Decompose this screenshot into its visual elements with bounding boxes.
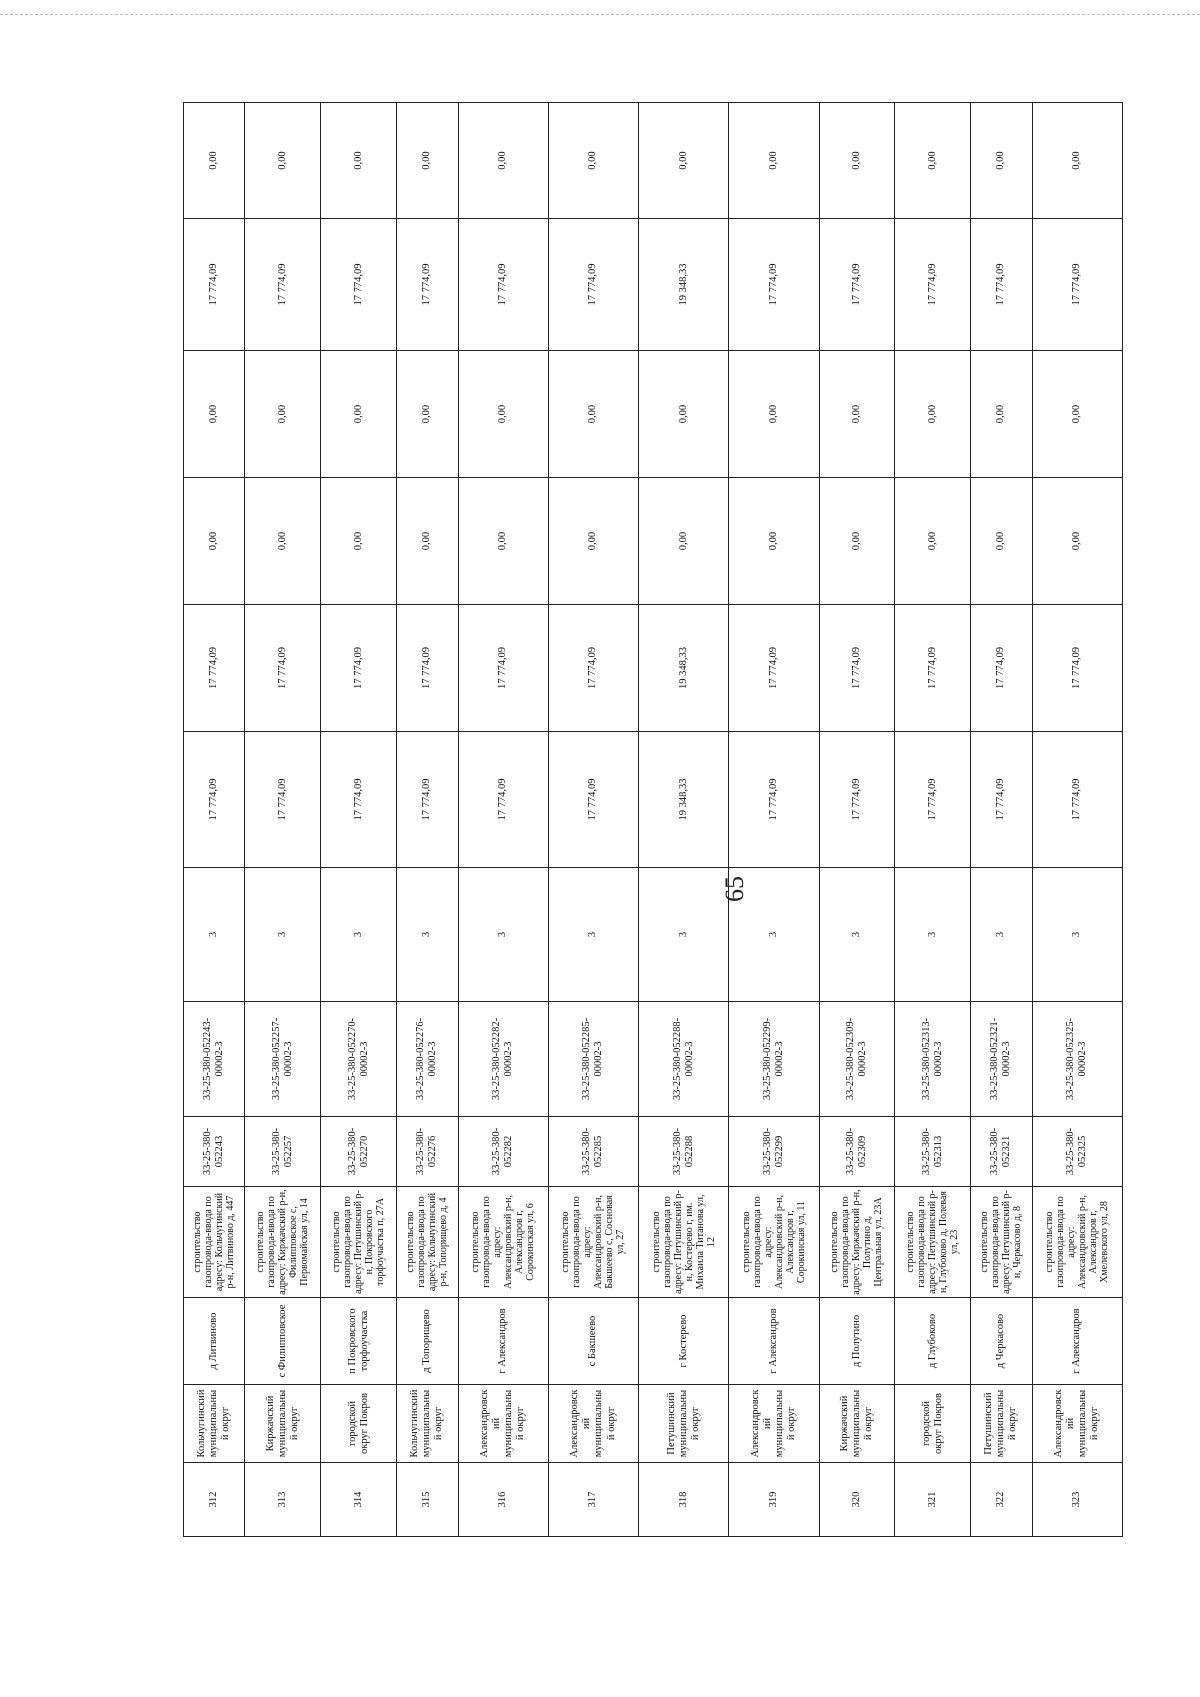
row-number-cell: 323 (1032, 1463, 1122, 1537)
value-4-cell: 0,00 (458, 351, 548, 478)
code-short-cell: 33-25-380-052288 (639, 1117, 729, 1187)
category-cell: 3 (729, 868, 819, 1002)
row-number-cell: 318 (639, 1463, 729, 1537)
register-table-rotated (183, 103, 1123, 1537)
description-cell: строительство газопровода-ввода по адресу: Петушинский р-н, Покровского торфоучастка п, 27А (321, 1187, 397, 1298)
code-full-cell: 33-25-380-052321-00002-3 (971, 1002, 1032, 1117)
value-5-cell: 17 774,09 (548, 219, 638, 351)
value-6-cell: 0,00 (397, 103, 458, 219)
table-row (1032, 103, 1122, 1537)
value-3-cell: 0,00 (639, 478, 729, 605)
value-2-cell: 17 774,09 (819, 605, 895, 732)
code-full-cell: 33-25-380-052270-00002-3 (321, 1002, 397, 1117)
category-cell: 3 (548, 868, 638, 1002)
table-row (895, 103, 971, 1537)
value-5-cell: 17 774,09 (184, 219, 245, 351)
value-2-cell: 17 774,09 (397, 605, 458, 732)
code-short-cell: 33-25-380-052282 (458, 1117, 548, 1187)
district-cell: Александровский муниципальный округ (729, 1385, 819, 1463)
district-cell: Петушинский муниципальный округ (639, 1385, 729, 1463)
value-3-cell: 0,00 (321, 478, 397, 605)
code-full-cell: 33-25-380-052282-00002-3 (458, 1002, 548, 1117)
value-3-cell: 0,00 (245, 478, 321, 605)
locality-cell: с Бакшеево (548, 1298, 638, 1385)
locality-cell: д Полутино (819, 1298, 895, 1385)
district-cell: Киржачский муниципальный округ (245, 1385, 321, 1463)
table-row (458, 103, 548, 1537)
category-cell: 3 (458, 868, 548, 1002)
value-1-cell: 17 774,09 (397, 732, 458, 868)
value-6-cell: 0,00 (245, 103, 321, 219)
value-5-cell: 17 774,09 (458, 219, 548, 351)
value-4-cell: 0,00 (729, 351, 819, 478)
code-short-cell: 33-25-380-052270 (321, 1117, 397, 1187)
code-short-cell: 33-25-380-052285 (548, 1117, 638, 1187)
table-row (639, 103, 729, 1537)
description-cell: строительство газопровода-ввода по адресу: Петушинский р-н, Глубоково д, Полевая ул, 23 (895, 1187, 971, 1298)
district-cell: Александровский муниципальный округ (458, 1385, 548, 1463)
district-cell: Александровский муниципальный округ (548, 1385, 638, 1463)
value-4-cell: 0,00 (245, 351, 321, 478)
category-cell: 3 (639, 868, 729, 1002)
description-cell: строительство газопровода-ввода по адресу: Александровский р-н, Александров г, Сорокинская ул, 11 (729, 1187, 819, 1298)
register-table (183, 102, 1123, 1537)
row-number-cell: 314 (321, 1463, 397, 1537)
table-row (397, 103, 458, 1537)
row-number-cell: 322 (971, 1463, 1032, 1537)
value-2-cell: 17 774,09 (729, 605, 819, 732)
code-short-cell: 33-25-380-052243 (184, 1117, 245, 1187)
description-cell: строительство газопровода-ввода по адресу: Александровский р-н, Александров г, Сорокинская ул, 6 (458, 1187, 548, 1298)
value-6-cell: 0,00 (321, 103, 397, 219)
table-row (548, 103, 638, 1537)
row-number-cell: 313 (245, 1463, 321, 1537)
code-full-cell: 33-25-380-052299-00002-3 (729, 1002, 819, 1117)
row-number-cell: 312 (184, 1463, 245, 1537)
register-table-body (184, 103, 1123, 1537)
category-cell: 3 (895, 868, 971, 1002)
value-1-cell: 17 774,09 (184, 732, 245, 868)
description-cell: строительство газопровода-ввода по адресу: Петушинский р-н, Черкасово д, 8 (971, 1187, 1032, 1298)
value-2-cell: 17 774,09 (184, 605, 245, 732)
description-cell: строительство газопровода-ввода по адресу: Александровский р-н, Александров г, Хмелевского ул, 28 (1032, 1187, 1122, 1298)
value-3-cell: 0,00 (971, 478, 1032, 605)
row-number-cell: 320 (819, 1463, 895, 1537)
code-short-cell: 33-25-380-052309 (819, 1117, 895, 1187)
category-cell: 3 (184, 868, 245, 1002)
value-5-cell: 17 774,09 (397, 219, 458, 351)
category-cell: 3 (971, 868, 1032, 1002)
value-2-cell: 17 774,09 (321, 605, 397, 732)
code-full-cell: 33-25-380-052285-00002-3 (548, 1002, 638, 1117)
locality-cell: с Филипповское (245, 1298, 321, 1385)
page-number: 65 (720, 876, 749, 902)
description-cell: строительство газопровода-ввода по адресу: Александровский р-н, Бакшеево с, Сосновая ул, 27 (548, 1187, 638, 1298)
row-number-cell: 317 (548, 1463, 638, 1537)
value-6-cell: 0,00 (548, 103, 638, 219)
value-6-cell: 0,00 (729, 103, 819, 219)
value-6-cell: 0,00 (639, 103, 729, 219)
code-full-cell: 33-25-380-052309-00002-3 (819, 1002, 895, 1117)
value-2-cell: 17 774,09 (971, 605, 1032, 732)
value-4-cell: 0,00 (971, 351, 1032, 478)
code-short-cell: 33-25-380-052325 (1032, 1117, 1122, 1187)
description-cell: строительство газопровода-ввода по адресу: Кольчугинский р-н, Топорищево д, 4 (397, 1187, 458, 1298)
value-4-cell: 0,00 (639, 351, 729, 478)
code-full-cell: 33-25-380-052276-00002-3 (397, 1002, 458, 1117)
value-6-cell: 0,00 (184, 103, 245, 219)
value-2-cell: 17 774,09 (458, 605, 548, 732)
category-cell: 3 (397, 868, 458, 1002)
category-cell: 3 (245, 868, 321, 1002)
value-1-cell: 17 774,09 (895, 732, 971, 868)
row-number-cell: 315 (397, 1463, 458, 1537)
code-full-cell: 33-25-380-052288-00002-3 (639, 1002, 729, 1117)
value-4-cell: 0,00 (184, 351, 245, 478)
value-2-cell: 17 774,09 (245, 605, 321, 732)
value-5-cell: 17 774,09 (729, 219, 819, 351)
value-6-cell: 0,00 (895, 103, 971, 219)
value-2-cell: 19 348,33 (639, 605, 729, 732)
value-2-cell: 17 774,09 (548, 605, 638, 732)
locality-cell: д Черкасово (971, 1298, 1032, 1385)
district-cell: Петушинский муниципальный округ (971, 1385, 1032, 1463)
code-short-cell: 33-25-380-052257 (245, 1117, 321, 1187)
value-3-cell: 0,00 (895, 478, 971, 605)
table-row (729, 103, 819, 1537)
value-6-cell: 0,00 (458, 103, 548, 219)
locality-cell: г Александров (1032, 1298, 1122, 1385)
value-2-cell: 17 774,09 (1032, 605, 1122, 732)
value-5-cell: 17 774,09 (971, 219, 1032, 351)
code-short-cell: 33-25-380-052321 (971, 1117, 1032, 1187)
value-5-cell: 17 774,09 (895, 219, 971, 351)
locality-cell: г Костерево (639, 1298, 729, 1385)
value-4-cell: 0,00 (1032, 351, 1122, 478)
value-1-cell: 17 774,09 (245, 732, 321, 868)
table-row (321, 103, 397, 1537)
district-cell: Кольчугинский муниципальный округ (397, 1385, 458, 1463)
description-cell: строительство газопровода-ввода по адресу: Киржачский р-н, Филипповское с, Первомайская ул, 14 (245, 1187, 321, 1298)
row-number-cell: 319 (729, 1463, 819, 1537)
locality-cell: д Литвиново (184, 1298, 245, 1385)
table-row (819, 103, 895, 1537)
value-1-cell: 17 774,09 (971, 732, 1032, 868)
category-cell: 3 (1032, 868, 1122, 1002)
description-cell: строительство газопровода-ввода по адресу: Петушинский р-н, Костерево г, им. Михаила Титанова ул, 12 (639, 1187, 729, 1298)
category-cell: 3 (321, 868, 397, 1002)
value-3-cell: 0,00 (548, 478, 638, 605)
table-row (971, 103, 1032, 1537)
district-cell: Киржачский муниципальный округ (819, 1385, 895, 1463)
value-1-cell: 17 774,09 (729, 732, 819, 868)
scan-edge-line (0, 14, 1200, 15)
value-3-cell: 0,00 (397, 478, 458, 605)
district-cell: Александровский муниципальный округ (1032, 1385, 1122, 1463)
code-short-cell: 33-25-380-052313 (895, 1117, 971, 1187)
category-cell: 3 (819, 868, 895, 1002)
value-1-cell: 17 774,09 (458, 732, 548, 868)
code-short-cell: 33-25-380-052299 (729, 1117, 819, 1187)
code-full-cell: 33-25-380-052257-00002-3 (245, 1002, 321, 1117)
code-full-cell: 33-25-380-052243-00002-3 (184, 1002, 245, 1117)
row-number-cell: 316 (458, 1463, 548, 1537)
description-cell: строительство газопровода-ввода по адресу: Киржачский р-н, Полутино д, Центральная ул, 23А (819, 1187, 895, 1298)
value-4-cell: 0,00 (397, 351, 458, 478)
description-cell: строительство газопровода-ввода по адресу: Кольчугинский р-н, Литвиново д, 447 (184, 1187, 245, 1298)
row-number-cell: 321 (895, 1463, 971, 1537)
value-6-cell: 0,00 (1032, 103, 1122, 219)
value-5-cell: 17 774,09 (321, 219, 397, 351)
locality-cell: д Глубоково (895, 1298, 971, 1385)
value-5-cell: 19 348,33 (639, 219, 729, 351)
value-4-cell: 0,00 (895, 351, 971, 478)
locality-cell: п Покровского торфоучастка (321, 1298, 397, 1385)
value-1-cell: 17 774,09 (321, 732, 397, 868)
value-5-cell: 17 774,09 (819, 219, 895, 351)
value-3-cell: 0,00 (819, 478, 895, 605)
value-4-cell: 0,00 (819, 351, 895, 478)
district-cell: Кольчугинский муниципальный округ (184, 1385, 245, 1463)
value-3-cell: 0,00 (1032, 478, 1122, 605)
table-row (184, 103, 245, 1537)
value-1-cell: 17 774,09 (819, 732, 895, 868)
value-1-cell: 17 774,09 (1032, 732, 1122, 868)
value-6-cell: 0,00 (971, 103, 1032, 219)
value-5-cell: 17 774,09 (1032, 219, 1122, 351)
table-row (245, 103, 321, 1537)
value-5-cell: 17 774,09 (245, 219, 321, 351)
district-cell: городской округ Покров (895, 1385, 971, 1463)
value-2-cell: 17 774,09 (895, 605, 971, 732)
district-cell: городской округ Покров (321, 1385, 397, 1463)
value-3-cell: 0,00 (729, 478, 819, 605)
locality-cell: г Александров (458, 1298, 548, 1385)
code-short-cell: 33-25-380-052276 (397, 1117, 458, 1187)
value-1-cell: 17 774,09 (548, 732, 638, 868)
locality-cell: д Топорищево (397, 1298, 458, 1385)
value-3-cell: 0,00 (458, 478, 548, 605)
value-1-cell: 19 348,33 (639, 732, 729, 868)
code-full-cell: 33-25-380-052325-00002-3 (1032, 1002, 1122, 1117)
code-full-cell: 33-25-380-052313-00002-3 (895, 1002, 971, 1117)
value-4-cell: 0,00 (321, 351, 397, 478)
locality-cell: г Александров (729, 1298, 819, 1385)
value-6-cell: 0,00 (819, 103, 895, 219)
value-3-cell: 0,00 (184, 478, 245, 605)
value-4-cell: 0,00 (548, 351, 638, 478)
